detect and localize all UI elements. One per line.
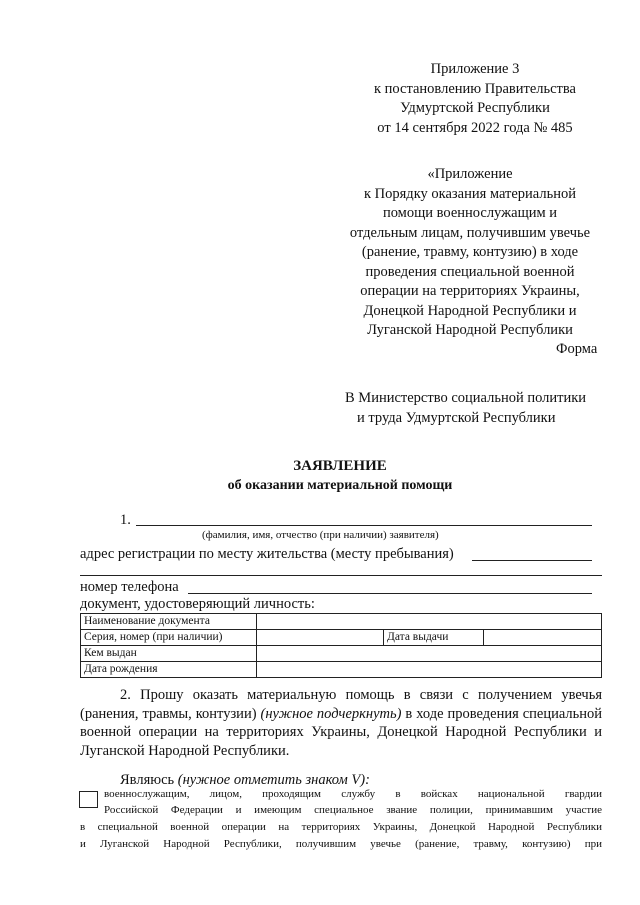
address-label: адрес регистрации по месту жительства (месту пребывания) <box>80 546 454 562</box>
order-line: (ранение, травму, контузию) в ходе <box>361 244 579 260</box>
id-document-table <box>80 613 602 678</box>
order-line: Донецкой Народной Республики и <box>363 302 577 319</box>
name-caption: (фамилия, имя, отчество (при наличии) заявителя) <box>202 529 439 541</box>
request-lead: 2. Прошу оказать материальную помощь в связи с получением увечья (ранения, травмы, контузии) <box>80 687 602 722</box>
appendix-line: к постановлению Правительства <box>374 80 576 97</box>
doc-name-cell: Наименование документа <box>81 614 257 630</box>
address-input-line-2[interactable] <box>80 575 602 576</box>
doc-name-value[interactable] <box>257 614 602 630</box>
table-row <box>81 630 602 646</box>
status-note: (нужное отметить знаком V): <box>177 772 370 788</box>
order-line: «Приложение <box>427 166 513 182</box>
addressee-line: В Министерство социальной политики <box>345 390 587 406</box>
birth-date-cell: Дата рождения <box>81 662 257 678</box>
option1-line: в специальной военной операции на территориях Украины, Донецкой Народной Республики <box>80 821 602 833</box>
series-number-cell: Серия, номер (при наличии) <box>81 630 257 646</box>
addressee-line: и труда Удмуртской Республики <box>357 409 556 426</box>
order-block <box>335 165 605 341</box>
appendix-block <box>340 60 610 138</box>
request-note: (нужное подчеркнуть) <box>260 705 402 722</box>
title-main: ЗАЯВЛЕНИЕ <box>293 458 387 474</box>
name-input-line[interactable] <box>136 525 592 526</box>
table-row <box>81 646 602 662</box>
appendix-line: Приложение 3 <box>430 61 520 77</box>
order-line: операции на территориях Украины, <box>360 283 580 299</box>
phone-input-line[interactable] <box>188 593 592 594</box>
order-line: к Порядку оказания материальной <box>364 185 576 202</box>
request-paragraph <box>80 686 602 760</box>
item-number: 1. <box>120 512 131 528</box>
status-checkbox-military[interactable] <box>79 791 98 808</box>
form-label: Форма <box>556 341 598 357</box>
order-line: помощи военнослужащим и <box>382 205 558 221</box>
order-line: отдельным лицам, получившим увечье <box>349 224 591 241</box>
request-rest: в ходе проведения специальной военной операции на территориях Украины, Донецкой Народной Республики и Луганской Народной Республики. <box>80 705 603 759</box>
issued-by-value[interactable] <box>257 646 602 662</box>
issue-date-cell: Дата выдачи <box>384 630 484 646</box>
addressee-block <box>345 389 586 428</box>
table-row <box>81 662 602 678</box>
option1-line: военнослужащим, лицом, проходящим службу в войсках национальной гвардии <box>104 788 602 800</box>
order-line: Луганской Народной Республики <box>367 322 573 338</box>
appendix-line: Удмуртской Республики <box>400 100 550 116</box>
option1-line: Российской Федерации и имеющим специальное звание полиции, принимавшим участие <box>104 804 602 816</box>
phone-label: номер телефона <box>80 579 179 595</box>
issue-date-value[interactable] <box>484 630 602 646</box>
document-title <box>160 457 520 495</box>
birth-date-value[interactable] <box>257 662 602 678</box>
appendix-line: от 14 сентября 2022 года № 485 <box>377 119 573 136</box>
series-number-value[interactable] <box>257 630 384 646</box>
option1-line: и Луганской Народной Республики, получившим увечье (ранение, травму, контузию) при <box>80 838 602 850</box>
issued-by-cell: Кем выдан <box>81 646 257 662</box>
address-input-line[interactable] <box>472 560 592 561</box>
id-doc-label: документ, удостоверяющий личность: <box>80 596 315 612</box>
title-sub: об оказании материальной помощи <box>227 478 453 493</box>
status-label: Являюсь <box>120 772 175 788</box>
order-line: проведения специальной военной <box>365 263 575 280</box>
table-row <box>81 614 602 630</box>
